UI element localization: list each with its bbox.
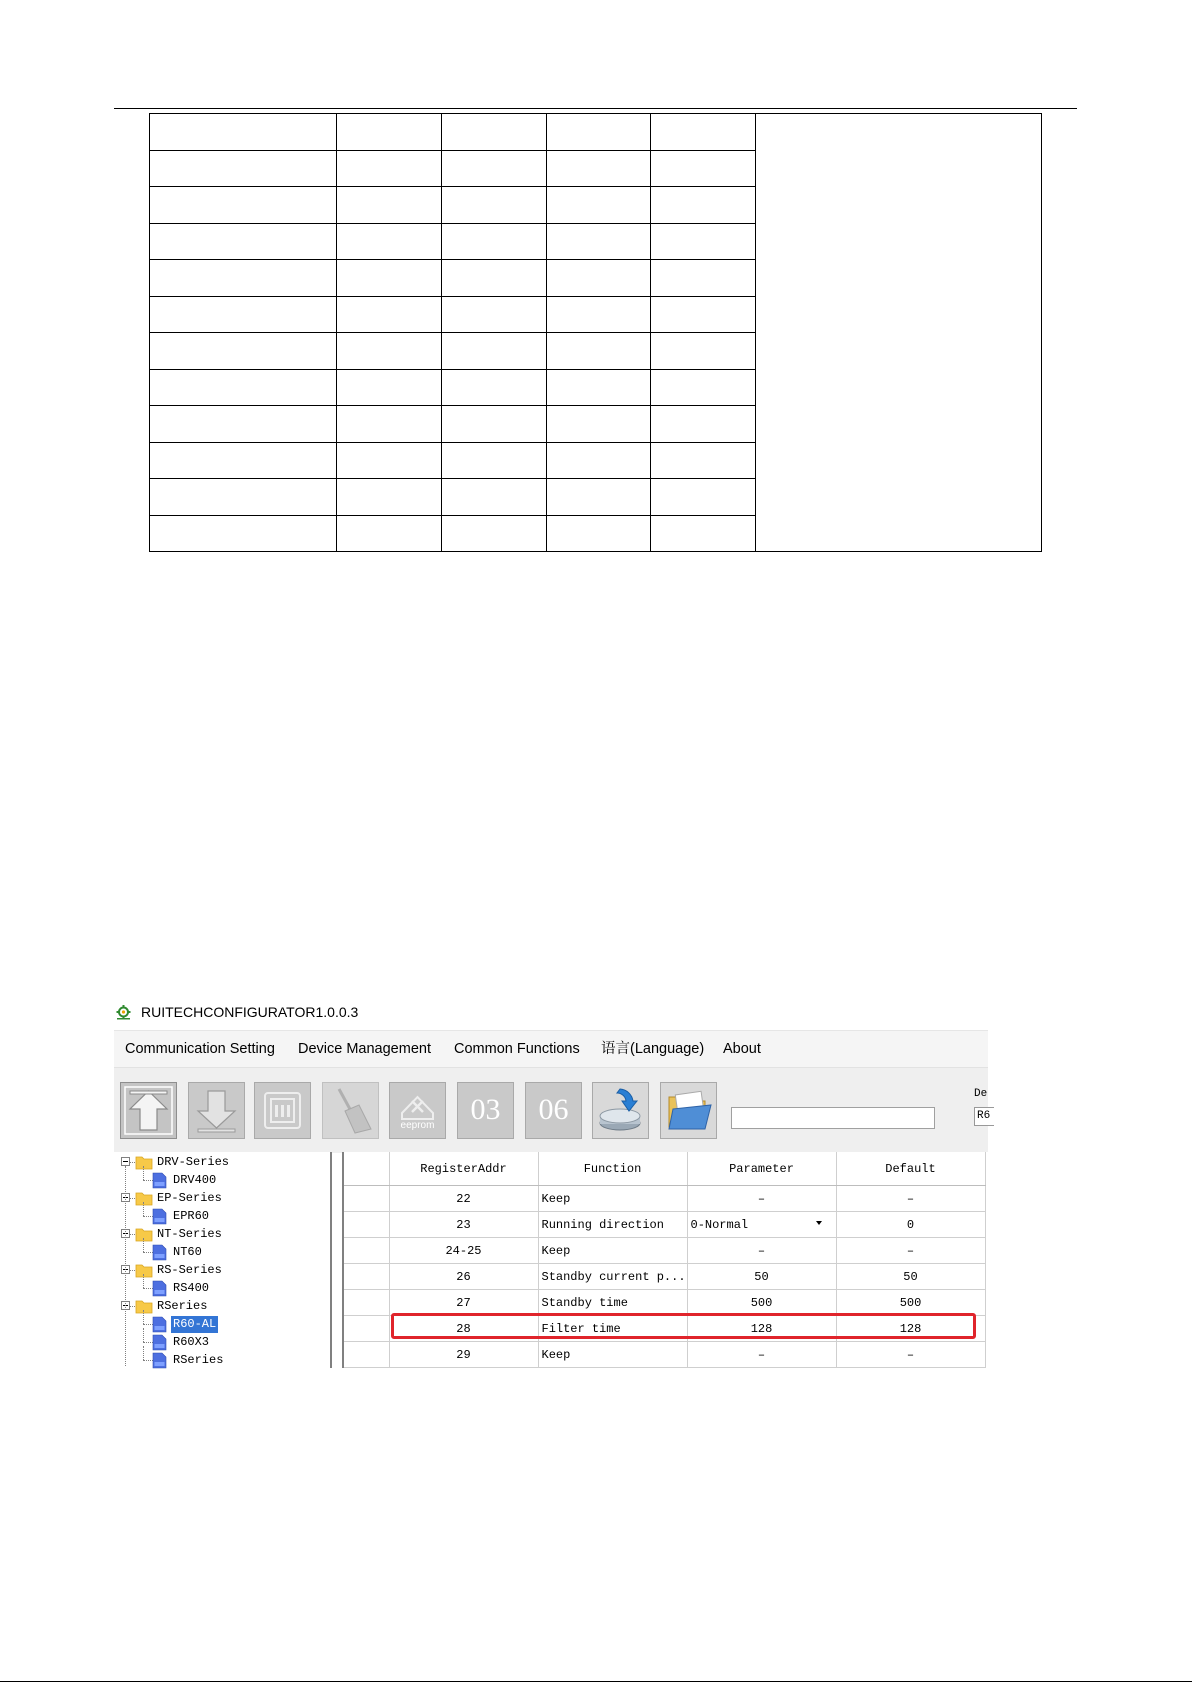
blank-cell <box>547 187 651 224</box>
tree-connector <box>130 1198 135 1199</box>
blank-cell <box>150 114 337 151</box>
eeprom-button[interactable] <box>389 1082 446 1139</box>
highlight-box <box>391 1313 976 1339</box>
blank-cell <box>442 114 547 151</box>
table-row[interactable] <box>344 1264 985 1290</box>
clear-button[interactable] <box>322 1082 379 1139</box>
tree-label: RSeries <box>157 1299 208 1313</box>
blank-cell <box>150 515 337 552</box>
blank-table-row <box>150 114 1042 151</box>
blank-cell <box>651 515 756 552</box>
row-header <box>344 1316 389 1342</box>
blank-cell <box>442 296 547 333</box>
blank-cell <box>651 406 756 443</box>
blank-cell <box>442 223 547 260</box>
blank-cell <box>651 296 756 333</box>
device-tree <box>114 1152 332 1368</box>
download-arrow-icon <box>189 1083 244 1138</box>
cell-function: Standby time <box>538 1290 687 1316</box>
folder-icon <box>136 1227 152 1241</box>
blank-cell <box>337 369 442 406</box>
cell-register-addr: 28 <box>389 1316 538 1342</box>
tree-label: NT-Series <box>157 1227 222 1241</box>
blank-table <box>149 113 1042 552</box>
cell-default: – <box>836 1186 985 1212</box>
device-file-icon <box>153 1317 166 1332</box>
row-header <box>344 1212 389 1238</box>
col-function[interactable]: Function <box>538 1152 687 1186</box>
blank-cell <box>651 369 756 406</box>
blank-cell <box>651 187 756 224</box>
tree-item-rs400[interactable] <box>114 1280 330 1297</box>
tree-connector <box>143 1324 153 1325</box>
tree-item-drv400[interactable] <box>114 1172 330 1189</box>
tree-label: EPR60 <box>173 1209 210 1223</box>
blank-cell <box>150 406 337 443</box>
col-parameter[interactable]: Parameter <box>687 1152 836 1186</box>
tree-folder-ep-series[interactable] <box>114 1190 330 1207</box>
blank-cell <box>337 406 442 443</box>
blank-cell <box>337 296 442 333</box>
chip-icon <box>255 1083 310 1138</box>
cell-default: 128 <box>836 1316 985 1342</box>
tree-folder-rseries[interactable] <box>114 1298 330 1315</box>
menu-device-management[interactable]: Device Management <box>298 1041 431 1057</box>
blank-cell <box>651 114 756 151</box>
tree-label: RSeries <box>173 1353 224 1367</box>
tree-item-r60x3[interactable] <box>114 1334 330 1351</box>
gear-icon <box>116 1005 131 1020</box>
tree-connector <box>143 1288 153 1289</box>
blank-cell <box>337 223 442 260</box>
tree-connector <box>130 1270 135 1271</box>
blank-cell <box>150 260 337 297</box>
folder-icon <box>136 1299 152 1313</box>
blank-cell <box>442 479 547 516</box>
collapse-toggle-icon[interactable] <box>121 1157 130 1166</box>
device-file-icon <box>153 1281 166 1296</box>
blank-cell <box>150 296 337 333</box>
menu-bar <box>114 1030 988 1068</box>
function-03-button[interactable] <box>457 1082 514 1139</box>
tree-connector <box>143 1342 153 1343</box>
page-footer-rule <box>0 1681 1192 1682</box>
blank-cell <box>337 114 442 151</box>
upload-button[interactable] <box>120 1082 177 1139</box>
blank-cell <box>442 369 547 406</box>
download-button[interactable] <box>188 1082 245 1139</box>
blank-cell <box>150 479 337 516</box>
save-button[interactable] <box>592 1082 649 1139</box>
cell-parameter-dropdown[interactable]: 0-Normal <box>687 1212 836 1238</box>
folder-icon <box>136 1263 152 1277</box>
blank-cell <box>337 479 442 516</box>
blank-cell <box>150 187 337 224</box>
broom-icon <box>323 1083 378 1138</box>
tree-connector <box>143 1346 144 1360</box>
tree-label: DRV400 <box>173 1173 217 1187</box>
blank-cell <box>651 150 756 187</box>
blank-cell <box>337 515 442 552</box>
blank-cell <box>547 150 651 187</box>
cell-register-addr: 24-25 <box>389 1238 538 1264</box>
tree-connector <box>143 1238 144 1252</box>
row-header <box>344 1264 389 1290</box>
col-register-addr[interactable]: RegisterAddr <box>389 1152 538 1186</box>
blank-cell <box>547 369 651 406</box>
blank-cell <box>547 406 651 443</box>
tree-label: RS-Series <box>157 1263 222 1277</box>
toolbar <box>114 1067 991 1153</box>
cell-register-addr: 23 <box>389 1212 538 1238</box>
cell-parameter[interactable]: 50 <box>687 1264 836 1290</box>
tree-item-r60-al[interactable] <box>114 1316 330 1333</box>
dropdown-arrow-icon[interactable] <box>816 1221 822 1225</box>
row-header <box>344 1238 389 1264</box>
tree-connector <box>143 1202 144 1216</box>
cell-default: 50 <box>836 1264 985 1290</box>
tree-connector <box>143 1310 144 1324</box>
app-title: RUITECHCONFIGURATOR1.0.0.3 <box>141 1004 359 1020</box>
cell-function: Filter time <box>538 1316 687 1342</box>
blank-cell <box>547 442 651 479</box>
tree-connector <box>143 1166 144 1180</box>
cell-function: Running direction <box>538 1212 687 1238</box>
tree-item-epr60[interactable] <box>114 1208 330 1225</box>
chip-button[interactable] <box>254 1082 311 1139</box>
cell-function: Keep <box>538 1186 687 1212</box>
cell-function: Standby current p... <box>538 1264 687 1290</box>
blank-cell <box>337 150 442 187</box>
cell-parameter[interactable]: 500 <box>687 1290 836 1316</box>
cell-default: 500 <box>836 1290 985 1316</box>
table-row[interactable] <box>344 1212 985 1238</box>
cell-default: – <box>836 1238 985 1264</box>
function-03-icon: 03 <box>470 1093 501 1126</box>
device-file-icon <box>153 1335 166 1350</box>
tree-connector <box>130 1306 135 1307</box>
tree-connector <box>143 1328 144 1342</box>
table-row[interactable] <box>344 1290 985 1316</box>
blank-cell <box>442 260 547 297</box>
eeprom-label: eeprom <box>400 1120 435 1131</box>
table-row[interactable] <box>344 1186 985 1212</box>
blank-cell <box>442 333 547 370</box>
blank-merged-cell <box>756 114 1042 552</box>
function-06-icon: 06 <box>538 1093 569 1126</box>
title-bar <box>114 1001 988 1025</box>
cell-parameter[interactable]: – <box>687 1342 836 1368</box>
table-row[interactable] <box>344 1238 985 1264</box>
tree-connector <box>143 1216 153 1217</box>
device-file-icon <box>153 1173 166 1188</box>
tree-connector <box>143 1360 153 1361</box>
row-header <box>344 1186 389 1212</box>
blank-cell <box>442 515 547 552</box>
menu-common-functions[interactable]: Common Functions <box>454 1041 580 1057</box>
menu-language[interactable]: 语言(Language) <box>601 1041 705 1057</box>
blank-cell <box>150 442 337 479</box>
device-file-icon <box>153 1245 166 1260</box>
tree-item-rseries[interactable] <box>114 1352 330 1369</box>
blank-cell <box>651 223 756 260</box>
open-button[interactable] <box>660 1082 717 1139</box>
cell-function: Keep <box>538 1342 687 1368</box>
row-header-corner <box>344 1152 389 1186</box>
blank-cell <box>547 260 651 297</box>
cell-default: – <box>836 1342 985 1368</box>
upload-arrow-icon <box>121 1083 176 1138</box>
function-06-button[interactable] <box>525 1082 582 1139</box>
blank-cell <box>547 333 651 370</box>
cell-register-addr: 26 <box>389 1264 538 1290</box>
blank-cell <box>547 479 651 516</box>
search-input[interactable] <box>731 1107 935 1129</box>
col-default[interactable]: Default <box>836 1152 985 1186</box>
row-header <box>344 1342 389 1368</box>
device-label-cut: De <box>974 1088 988 1100</box>
device-select-cut[interactable]: R6 <box>974 1107 994 1126</box>
open-folder-icon <box>661 1083 716 1138</box>
cell-register-addr: 22 <box>389 1186 538 1212</box>
blank-cell <box>337 260 442 297</box>
device-file-icon <box>153 1209 166 1224</box>
tree-connector <box>143 1274 144 1288</box>
blank-cell <box>150 223 337 260</box>
blank-cell <box>337 187 442 224</box>
menu-about[interactable]: About <box>723 1041 761 1057</box>
blank-cell <box>547 223 651 260</box>
tree-item-nt60[interactable] <box>114 1244 330 1261</box>
blank-cell <box>547 114 651 151</box>
blank-cell <box>442 442 547 479</box>
blank-cell <box>337 333 442 370</box>
blank-cell <box>651 442 756 479</box>
grid-header-row <box>344 1152 985 1186</box>
blank-cell <box>547 515 651 552</box>
tree-connector <box>143 1252 153 1253</box>
tree-label: RS400 <box>173 1281 210 1295</box>
blank-cell <box>651 479 756 516</box>
cell-parameter[interactable]: – <box>687 1238 836 1264</box>
folder-icon <box>136 1191 152 1205</box>
tree-folder-rs-series[interactable] <box>114 1262 330 1279</box>
cell-parameter[interactable]: – <box>687 1186 836 1212</box>
tree-folder-drv-series[interactable] <box>114 1154 330 1171</box>
tree-label-selected: R60-AL <box>173 1317 217 1331</box>
blank-cell <box>442 406 547 443</box>
tree-connector <box>130 1162 135 1163</box>
cell-function: Keep <box>538 1238 687 1264</box>
blank-cell <box>150 150 337 187</box>
tree-root-connector <box>125 1166 126 1366</box>
cell-register-addr: 29 <box>389 1342 538 1368</box>
tree-label: R60X3 <box>173 1335 210 1349</box>
blank-cell <box>442 187 547 224</box>
blank-cell <box>337 442 442 479</box>
tree-folder-nt-series[interactable] <box>114 1226 330 1243</box>
page-header-rule <box>114 108 1077 109</box>
blank-cell <box>651 260 756 297</box>
device-file-icon <box>153 1353 166 1368</box>
blank-cell <box>547 296 651 333</box>
row-header <box>344 1290 389 1316</box>
tree-connector <box>130 1234 135 1235</box>
blank-cell <box>150 369 337 406</box>
cell-default: 0 <box>836 1212 985 1238</box>
tree-label: DRV-Series <box>157 1155 230 1169</box>
folder-icon <box>136 1155 152 1169</box>
blank-cell <box>150 333 337 370</box>
tree-label: NT60 <box>173 1245 202 1259</box>
save-disk-icon <box>593 1083 648 1138</box>
table-row[interactable] <box>344 1342 985 1368</box>
tree-connector <box>143 1180 153 1181</box>
blank-cell <box>651 333 756 370</box>
tree-label: EP-Series <box>157 1191 222 1205</box>
menu-communication-setting[interactable]: Communication Setting <box>125 1041 275 1057</box>
blank-cell <box>442 150 547 187</box>
cell-register-addr: 27 <box>389 1290 538 1316</box>
cell-parameter[interactable]: 128 <box>687 1316 836 1342</box>
